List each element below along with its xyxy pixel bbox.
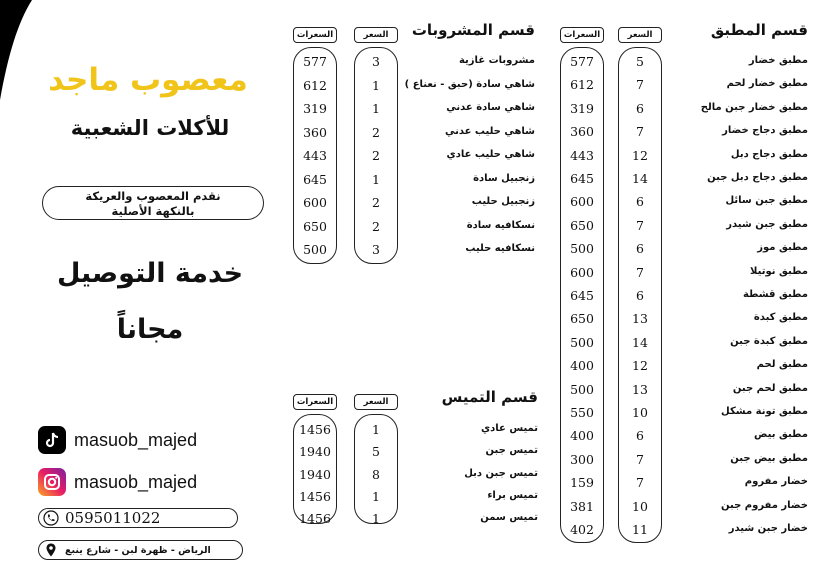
mutabbaq-price-cell: 7 [636, 124, 644, 140]
phone-number: 0595011022 [65, 509, 161, 527]
drinks-price-cell: 1 [372, 77, 380, 93]
mutabbaq-item-name: مطبق نوتيلا [750, 265, 808, 277]
mutabbaq-calories-cell: 500 [570, 241, 594, 257]
mutabbaq-price-cell: 6 [636, 288, 644, 303]
mutabbaq-price-cell: 12 [632, 147, 648, 163]
drinks-price-cell: 1 [372, 101, 380, 116]
mutabbaq-item-name: خضار مفروم [744, 476, 808, 488]
mutabbaq-price-cell: 7 [636, 475, 644, 491]
drinks-item-name: مشروبات غازية [458, 55, 535, 66]
mutabbaq-price-cell: 7 [636, 217, 644, 233]
drinks-calories-header: السعرات [293, 27, 337, 43]
mutabbaq-item-name: مطبق دجاج دبل جبن [707, 172, 808, 183]
mutabbaq-calories-cell: 443 [570, 147, 594, 163]
mutabbaq-item-name: مطبق بيض جبن [730, 452, 808, 464]
tamees-price-cell: 1 [372, 488, 380, 504]
drinks-price-header: السعر [354, 27, 398, 43]
mutabbaq-calories-cell: 381 [570, 498, 594, 514]
mutabbaq-calories-cell: 612 [570, 77, 594, 93]
mutabbaq-item-name: مطبق لحم جبن [732, 382, 808, 394]
drinks-calories-cell: 650 [303, 218, 327, 234]
tamees-item-name: تميس براء [487, 489, 538, 501]
address-pill [38, 540, 243, 560]
location-pin-icon [43, 542, 59, 558]
tamees-calories-cell: 1940 [299, 466, 331, 482]
drinks-item-name: نسكافيه سادة [466, 219, 535, 231]
tamees-price-cell: 1 [372, 511, 380, 527]
drinks-item-name: نسكافيه حليب [465, 243, 535, 254]
mutabbaq-item-name: مطبق قشطة [742, 289, 808, 300]
tamees-item-name: تميس جبن دبل [464, 467, 538, 479]
drinks-item-name: زنجبيل حليب [471, 196, 535, 207]
mutabbaq-calories-cell: 645 [570, 171, 594, 186]
mutabbaq-price-cell: 7 [636, 451, 644, 467]
mutabbaq-calories-cell: 645 [570, 288, 594, 303]
mutabbaq-calories-cell: 550 [570, 405, 594, 420]
drinks-item-name: شاهي حليب عدني [444, 125, 535, 137]
tamees-calories-cell: 1456 [299, 488, 331, 504]
tiktok-link[interactable] [38, 425, 197, 455]
tamees-section-title: قسم التميس [441, 388, 538, 406]
mutabbaq-item-name: مطبق خضار [748, 55, 808, 66]
mutabbaq-calories-cell: 650 [570, 217, 594, 233]
tamees-price-cell: 5 [372, 444, 380, 460]
drinks-calories-cell: 600 [303, 195, 327, 210]
mutabbaq-price-cell: 5 [636, 54, 644, 69]
mutabbaq-price-cell: 14 [632, 334, 648, 350]
mutabbaq-item-name: مطبق دجاج دبل [730, 148, 808, 160]
mutabbaq-calories-cell: 300 [570, 451, 594, 467]
address-text: الرياض - ظهرة لبن - شارع ينبع [65, 544, 211, 556]
brand-subtitle: للأكلات الشعبية [70, 116, 230, 140]
mutabbaq-price-cell: 14 [632, 171, 648, 186]
tamees-price-cell: 8 [372, 466, 380, 482]
mutabbaq-item-name: مطبق تونة مشكل [721, 406, 808, 417]
mutabbaq-item-name: مطبق خضار جبن مالح [700, 101, 808, 113]
mutabbaq-item-name: مطبق لحم [756, 359, 808, 371]
tamees-item-name: تميس سمن [480, 512, 538, 524]
mutabbaq-item-name: مطبق جبن سائل [725, 195, 808, 207]
tamees-calories-cell: 1940 [299, 444, 331, 460]
mutabbaq-price-cell: 13 [632, 381, 648, 397]
mutabbaq-calories-cell: 402 [570, 522, 594, 537]
tiktok-icon [38, 426, 66, 454]
drinks-price-cell: 3 [372, 242, 380, 257]
mutabbaq-price-cell: 6 [636, 241, 644, 257]
tiktok-handle: masuob_majed [74, 429, 198, 450]
tagline-line-1: نقدم المعصوب والعريكة [85, 189, 221, 203]
drinks-price-cell: 2 [372, 218, 380, 234]
tagline-box [42, 186, 264, 220]
mutabbaq-calories-header: السعرات [560, 27, 604, 43]
mutabbaq-calories-cell: 600 [570, 194, 594, 210]
mutabbaq-item-name: مطبق موز [757, 242, 808, 254]
mutabbaq-calories-cell: 400 [570, 358, 594, 374]
mutabbaq-price-cell: 6 [636, 194, 644, 210]
mutabbaq-price-cell: 11 [632, 522, 648, 537]
instagram-link[interactable] [38, 467, 197, 497]
drinks-item-name: شاهي سادة (حبق - نعناع ) [404, 78, 535, 90]
drinks-calories-cell: 360 [303, 124, 327, 140]
mutabbaq-price-cell: 13 [632, 311, 648, 327]
drinks-calories-cell: 319 [303, 101, 327, 116]
drinks-calories-cell: 443 [303, 148, 327, 163]
mutabbaq-calories-cell: 159 [570, 475, 594, 491]
drinks-item-name: شاهي سادة عدني [446, 102, 535, 113]
mutabbaq-price-cell: 7 [636, 77, 644, 93]
drinks-item-name: زنجبيل سادة [473, 172, 535, 184]
mutabbaq-item-name: مطبق كبدة جبن [730, 335, 808, 347]
mutabbaq-calories-cell: 400 [570, 428, 594, 444]
mutabbaq-item-name: مطبق جبن شيدر [726, 218, 808, 230]
drinks-price-cell: 3 [372, 54, 380, 69]
mutabbaq-calories-cell: 319 [570, 100, 594, 116]
mutabbaq-item-name: مطبق خضار لحم [726, 78, 808, 90]
delivery-heading: خدمة التوصيل [56, 258, 244, 289]
mutabbaq-calories-cell: 577 [570, 54, 594, 69]
instagram-icon [38, 468, 66, 496]
mutabbaq-calories-cell: 500 [570, 381, 594, 397]
mutabbaq-calories-cell: 650 [570, 311, 594, 327]
phone-icon [43, 510, 59, 526]
mutabbaq-calories-cell: 600 [570, 264, 594, 280]
mutabbaq-price-cell: 10 [632, 498, 648, 514]
drinks-price-cell: 2 [372, 195, 380, 210]
drinks-calories-cell: 577 [303, 54, 327, 69]
mutabbaq-item-name: خضار جبن شيدر [728, 523, 808, 534]
drinks-price-cell: 1 [372, 171, 380, 187]
tamees-calories-cell: 1456 [299, 422, 331, 437]
mutabbaq-price-cell: 12 [632, 358, 648, 374]
drinks-price-cell: 2 [372, 124, 380, 140]
instagram-handle: masuob_majed [74, 471, 198, 492]
tamees-calories-header: السعرات [293, 394, 337, 410]
drinks-calories-cell: 500 [303, 242, 327, 257]
mutabbaq-price-header: السعر [618, 27, 662, 43]
tagline-line-2: بالنكهة الأصلية [111, 204, 195, 218]
mutabbaq-price-cell: 6 [636, 428, 644, 444]
drinks-calories-cell: 645 [303, 171, 327, 187]
tamees-item-name: تميس جبن [485, 445, 538, 457]
free-label: مجاناً [116, 314, 184, 345]
brand-name: معصوب ماجد [48, 62, 248, 98]
tamees-price-header: السعر [354, 394, 398, 410]
phone-pill[interactable] [38, 508, 238, 528]
tamees-calories-cell: 1456 [299, 511, 331, 527]
tamees-price-cell: 1 [372, 422, 380, 437]
mutabbaq-price-cell: 10 [632, 405, 648, 420]
mutabbaq-calories-cell: 360 [570, 124, 594, 140]
mutabbaq-item-name: خضار مفروم جبن [721, 499, 808, 511]
mutabbaq-item-name: مطبق دجاج خضار [722, 125, 808, 137]
drinks-section-title: قسم المشروبات [411, 21, 535, 39]
mutabbaq-section-title: قسم المطبق [710, 21, 808, 39]
drinks-calories-cell: 612 [303, 77, 327, 93]
mutabbaq-item-name: مطبق بيض [754, 429, 808, 441]
mutabbaq-price-cell: 7 [636, 264, 644, 280]
mutabbaq-calories-cell: 500 [570, 334, 594, 350]
mutabbaq-price-cell: 6 [636, 100, 644, 116]
mutabbaq-item-name: مطبق كبدة [753, 312, 808, 324]
drinks-item-name: شاهي حليب عادي [446, 149, 535, 160]
drinks-price-cell: 2 [372, 148, 380, 163]
tamees-item-name: تميس عادي [480, 423, 538, 434]
